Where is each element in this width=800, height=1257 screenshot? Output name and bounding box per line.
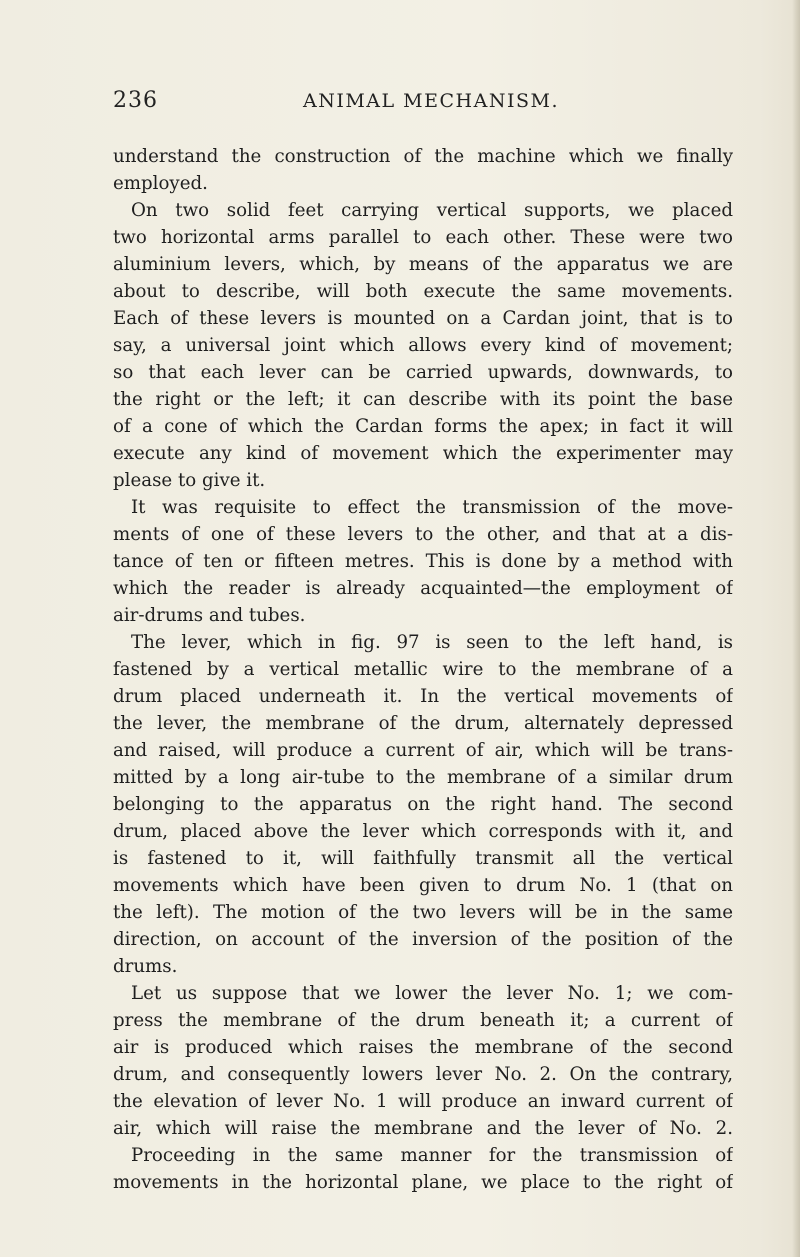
page-header <box>113 84 733 120</box>
text-line: Each of these levers is mounted on a Cardan joint, that is to <box>113 308 733 329</box>
text-line: The lever, which in fig. 97 is seen to the left hand, is <box>131 632 733 653</box>
text-line: belonging to the apparatus on the right hand. The second <box>113 794 733 815</box>
text-line: the left). The motion of the two levers will be in the same <box>113 902 733 923</box>
text-line: of a cone of which the Cardan forms the apex; in fact it will <box>113 416 733 437</box>
text-line: direction, on account of the inversion of the position of the <box>113 929 733 950</box>
text-line: which the reader is already acquainted—the employment of <box>113 578 733 599</box>
body-text <box>113 143 733 1196</box>
text-line: about to describe, will both execute the same movements. <box>113 281 733 302</box>
page-number: 236 <box>113 88 158 113</box>
text-line: execute any kind of movement which the experimenter may <box>113 443 733 464</box>
page-edge-shadow <box>792 0 800 1257</box>
text-line: the right or the left; it can describe with its point the base <box>113 389 733 410</box>
text-line: air-drums and tubes. <box>113 605 306 626</box>
text-line: drum, and consequently lowers lever No. 2. On the contrary, <box>113 1064 733 1085</box>
text-line: ments of one of these levers to the other, and that at a dis- <box>113 524 733 545</box>
text-line: aluminium levers, which, by means of the apparatus we are <box>113 254 733 275</box>
text-line: On two solid feet carrying vertical supports, we placed <box>131 200 733 221</box>
text-line: It was requisite to effect the transmission of the move- <box>131 497 733 518</box>
text-line: mitted by a long air-tube to the membrane of a similar drum <box>113 767 733 788</box>
text-line: fastened by a vertical metallic wire to the membrane of a <box>113 659 733 680</box>
text-line: say, a universal joint which allows every kind of movement; <box>113 335 733 356</box>
text-line: drums. <box>113 956 178 977</box>
running-head: ANIMAL MECHANISM. <box>303 90 559 112</box>
text-line: the elevation of lever No. 1 will produce an inward current of <box>113 1091 733 1112</box>
text-line: tance of ten or fifteen metres. This is done by a method with <box>113 551 733 572</box>
text-line: is fastened to it, will faithfully transmit all the vertical <box>113 848 733 869</box>
text-line: employed. <box>113 173 208 194</box>
text-line: Proceeding in the same manner for the transmission of <box>131 1145 733 1166</box>
text-line: two horizontal arms parallel to each other. These were two <box>113 227 733 248</box>
text-line: air is produced which raises the membrane of the second <box>113 1037 733 1058</box>
text-line: movements in the horizontal plane, we place to the right of <box>113 1172 733 1193</box>
text-line: and raised, will produce a current of air, which will be trans- <box>113 740 733 761</box>
text-line: drum, placed above the lever which corresponds with it, and <box>113 821 733 842</box>
text-line: please to give it. <box>113 470 266 491</box>
text-line: movements which have been given to drum No. 1 (that on <box>113 875 733 896</box>
text-line: press the membrane of the drum beneath it; a current of <box>113 1010 733 1031</box>
text-line: so that each lever can be carried upwards, downwards, to <box>113 362 733 383</box>
text-line: understand the construction of the machine which we finally <box>113 146 733 167</box>
text-line: air, which will raise the membrane and the lever of No. 2. <box>113 1118 733 1139</box>
text-line: Let us suppose that we lower the lever No. 1; we com- <box>131 983 733 1004</box>
text-line: drum placed underneath it. In the vertical movements of <box>113 686 733 707</box>
text-line: the lever, the membrane of the drum, alternately depressed <box>113 713 733 734</box>
